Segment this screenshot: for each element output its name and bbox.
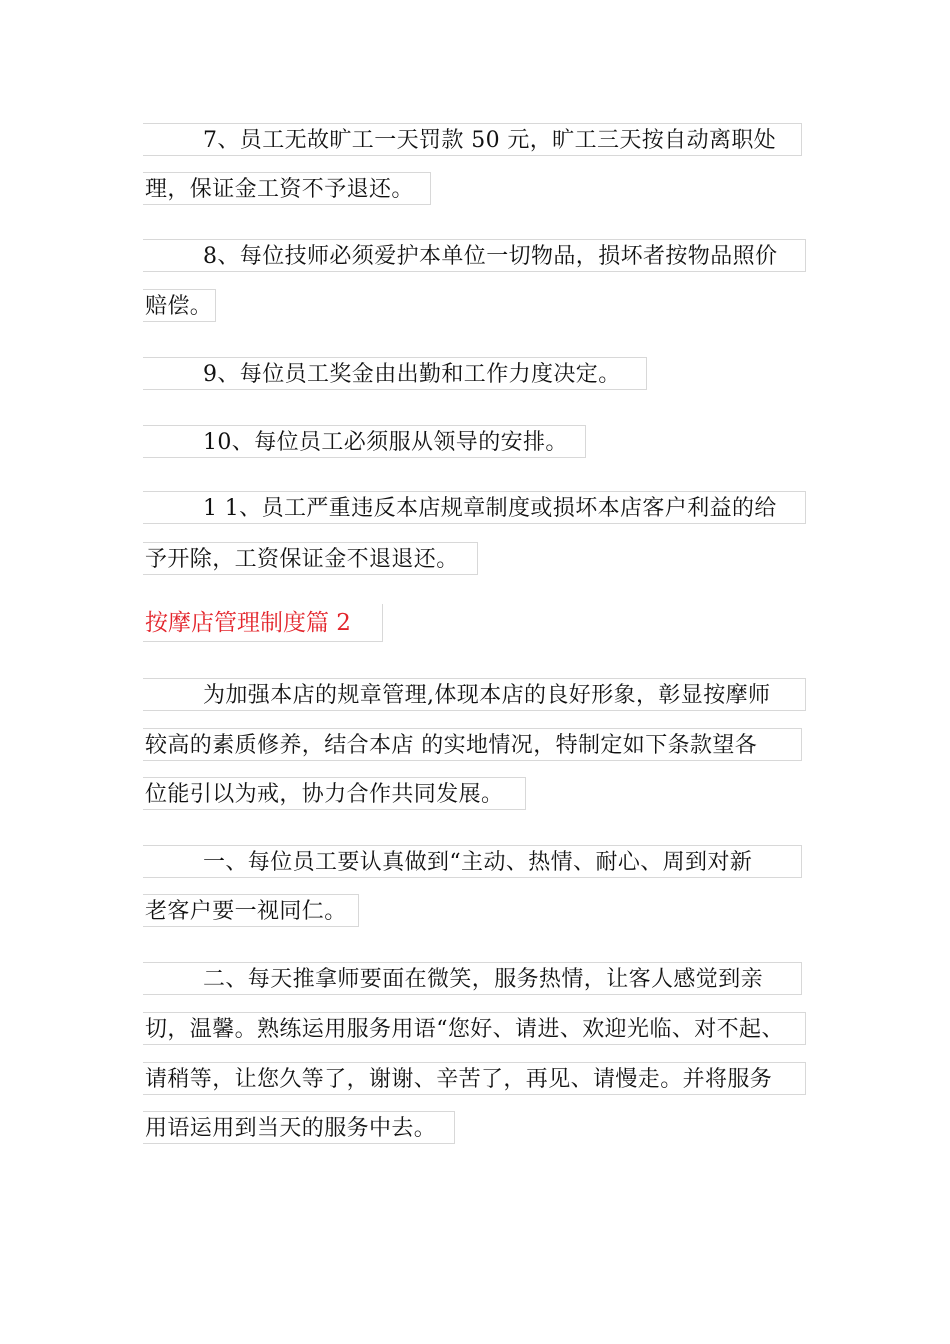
paragraph-line: 为加强本店的规章管理,体现本店的良好形象，彰显按摩师 — [143, 678, 806, 711]
paragraph-line: 一、每位员工要认真做到“主动、热情、耐心、周到对新 — [143, 845, 802, 878]
paragraph-line: 9、每位员工奖金由出勤和工作力度决定。 — [143, 357, 647, 390]
paragraph-line: 较高的素质修养，结合本店 的实地情况，特制定如下条款望各 — [143, 728, 802, 761]
section-heading: 按摩店管理制度篇 2 — [143, 604, 383, 642]
paragraph-line: 予开除，工资保证金不退退还。 — [143, 542, 478, 575]
paragraph-line: 切，温馨。熟练运用服务用语“您好、请进、欢迎光临、对不起、 — [143, 1012, 806, 1045]
paragraph-line: 10、每位员工必须服从领导的安排。 — [143, 425, 586, 458]
paragraph-line: 7、员工无故旷工一天罚款 50 元，旷工三天按自动离职处 — [143, 123, 802, 156]
paragraph-line: 用语运用到当天的服务中去。 — [143, 1111, 455, 1144]
paragraph-line: 二、每天推拿师要面在微笑，服务热情，让客人感觉到亲 — [143, 962, 802, 995]
paragraph-line: 理，保证金工资不予退还。 — [143, 172, 431, 205]
paragraph-line: 老客户要一视同仁。 — [143, 894, 359, 927]
paragraph-line: 位能引以为戒，协力合作共同发展。 — [143, 777, 526, 810]
paragraph-line: 1 1、员工严重违反本店规章制度或损坏本店客户利益的给 — [143, 491, 806, 524]
paragraph-line: 请稍等，让您久等了，谢谢、辛苦了，再见、请慢走。并将服务 — [143, 1062, 806, 1095]
paragraph-line: 赔偿。 — [143, 289, 216, 322]
paragraph-line: 8、每位技师必须爱护本单位一切物品，损坏者按物品照价 — [143, 239, 806, 272]
